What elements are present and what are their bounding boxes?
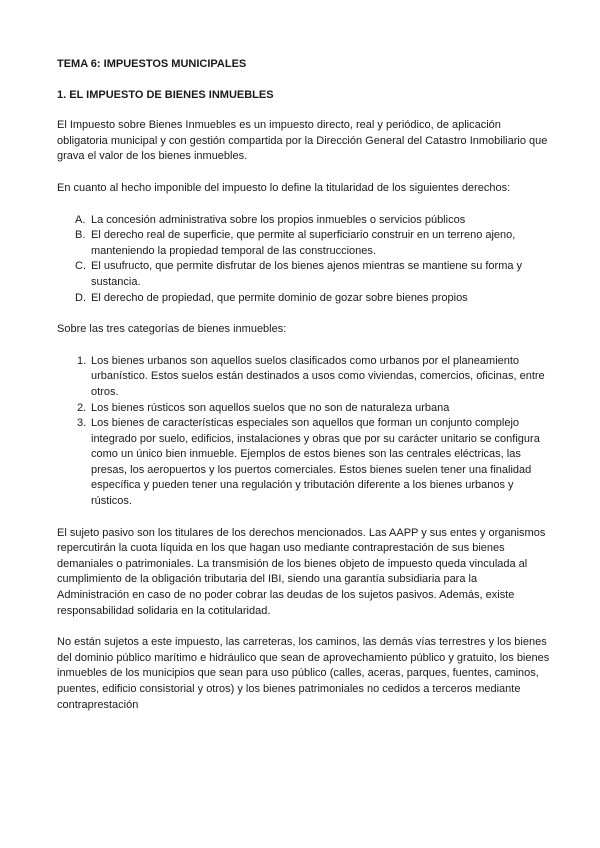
list-item-text: Los bienes urbanos son aquellos suelos clasificados como urbanos por el planeamiento urbanístico. Estos suelos están destinados a usos como viviendas, comercios, oficinas, entre otros. [91,354,545,398]
list-marker: C. [75,260,86,273]
list-item [57,259,550,290]
list-marker: 2. [77,401,87,414]
sujeto-pasivo-paragraph: El sujeto pasivo son los titulares de los derechos mencionados. Las AAPP y sus entes y organismos repercutirán la cuota líquida en los que hagan uso mediante contraprestación de sus bienes demaniales o patrimoniales. La transmisión de los bienes objeto de impuesto queda vinculada al cumplimiento de la obligación tributaria del IBI, siendo una garantía subsidiaria para la Administración en caso de no poder cobrar las deudas de los sujetos pasivos. Además, existe responsabilidad solidaria en la cotitularidad. [57,526,546,617]
list-item-text: Los bienes rústicos son aquellos suelos que no son de naturaleza urbana [91,401,450,414]
list-item-text: El usufructo, que permite disfrutar de los bienes ajenos mientras se mantiene su forma y sustancia. [91,260,523,288]
page-title: TEMA 6: IMPUESTOS MUNICIPALES [57,58,247,70]
intro-paragraph: El Impuesto sobre Bienes Inmuebles es un impuesto directo, real y periódico, de aplicación obligatoria municipal y con gestión compartida por la Dirección General del Catastro Inmobiliario que grava el valor de los bienes inmuebles. [57,119,548,163]
list-item [57,401,550,417]
list-item-text: Los bienes de características especiales son aquellos que forman un conjunto complejo integrado por suelo, edificios, instalaciones y obras que por su carácter unitario se configura como un único bien inmueble. Ejemplos de estos bienes son las centrales eléctricas, las presas, los aeropuertos y los puertos comerciales. Estos bienes suelen tener una finalidad específica y pueden tener una regulación y tributación diferente a los bienes urbanos y rústicos. [91,417,540,508]
categorias-list [57,354,550,510]
hecho-imponible-paragraph: En cuanto al hecho imponible del impuesto lo define la titularidad de los siguientes derechos: [57,181,511,194]
list-item [57,354,550,401]
list-item-text: El derecho de propiedad, que permite dominio de gozar sobre bienes propios [91,291,468,304]
list-marker: 3. [77,417,87,430]
list-marker: A. [75,213,86,226]
list-item [57,228,550,259]
list-marker: D. [75,291,86,304]
no-sujetos-paragraph: No están sujetos a este impuesto, las carreteras, los caminos, las demás vías terrestres y los bienes del dominio público marítimo e hidráulico que sean de aprovechamiento público y gratuito, los bienes inmuebles de los municipios que sean para uso público (calles, aceras, parques, fuentes, caminos, puentes, edificio consistorial y otros) y los bienes patrimoniales no cedidos a terceros mediante contraprestación [57,636,550,711]
list-item [57,213,550,229]
derechos-list [57,213,550,307]
list-item [57,291,550,307]
categorias-intro-paragraph: Sobre las tres categorías de bienes inmuebles: [57,323,287,336]
section-heading: 1. EL IMPUESTO DE BIENES INMUEBLES [57,88,274,101]
list-item-text: El derecho real de superficie, que permite al superficiario construir en un terreno ajeno, manteniendo la propiedad temporal de las construcciones. [91,229,516,257]
list-marker: B. [75,229,86,242]
list-item [57,416,550,510]
list-item-text: La concesión administrativa sobre los propios inmuebles o servicios públicos [91,213,466,226]
list-marker: 1. [77,354,87,367]
